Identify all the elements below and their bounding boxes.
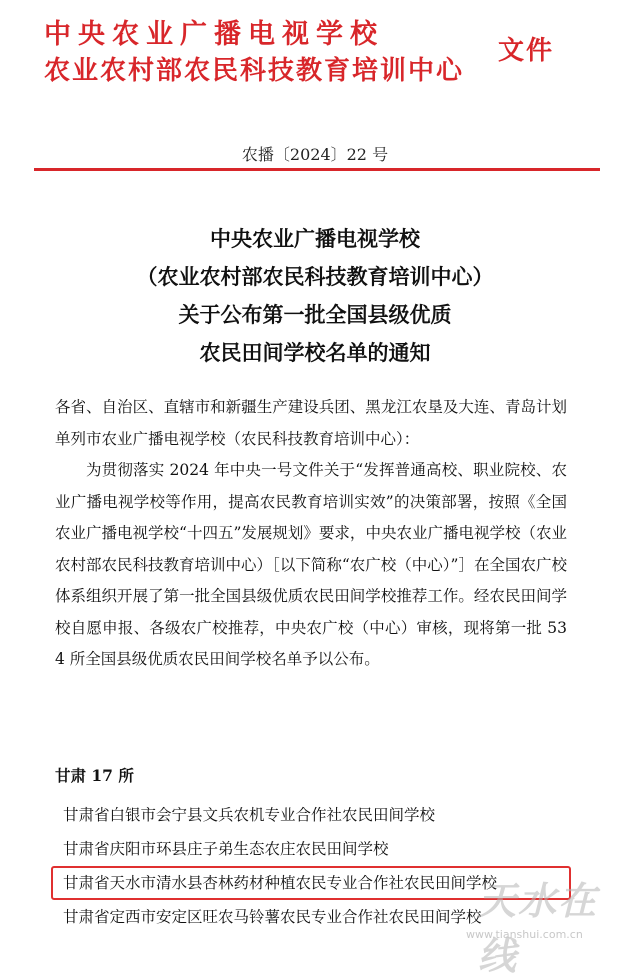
header-divider [34, 168, 600, 171]
document-header [0, 0, 630, 100]
list-item: 甘肃省白银市会宁县文兵农机专业合作社农民田间学校 [63, 806, 436, 824]
watermark-url: www.tianshui.com.cn [466, 928, 583, 941]
title-line-1: 中央农业广播电视学校 [210, 227, 420, 251]
body-paragraph: 为贯彻落实 2024 年中央一号文件关于“发挥普通高校、职业院校、农业广播电视学校等作用，提高农民教育培训实效”的决策部署，按照《全国农业广播电视学校“十四五”发展规划》要求，中央农业广播电视学校（农业农村部农民科技教育培训中心）［以下简称“农广校（中心）”］在全国农广校体系组织开展了第一批全国县级优质农民田间学校推荐工作。经农民田间学校自愿申报、各级农广校推荐，中央农广校（中心）审核，现将第一批 534 所全国县级优质农民田间学校名单予以公布。 [55, 461, 567, 668]
province-heading: 甘肃 17 所 [55, 766, 134, 785]
document-type-label: 文件 [498, 36, 555, 66]
title-line-4: 农民田间学校名单的通知 [199, 341, 431, 365]
title-line-2: （农业农村部农民科技教育培训中心） [136, 265, 494, 289]
document-title [0, 220, 630, 372]
document-number: 农播〔2024〕22 号 [241, 145, 389, 164]
list-item: 甘肃省庆阳市环县庄子弟生态农庄农民田间学校 [63, 840, 389, 858]
list-item: 甘肃省定西市安定区旺农马铃薯农民专业合作社农民田间学校 [63, 908, 482, 926]
addressees: 各省、自治区、直辖市和新疆生产建设兵团、黑龙江农垦及大连、青岛计划单列市农业广播电视学校（农民科技教育培训中心）： [55, 398, 567, 448]
org-name-line-2: 农业农村部农民科技教育培训中心 [44, 56, 465, 86]
org-name-line-1: 中央农业广播电视学校 [44, 19, 384, 50]
title-line-3: 关于公布第一批全国县级优质 [178, 303, 452, 327]
highlighted-school-name: 甘肃省天水市清水县杏林药材种植农民专业合作社农民田间学校 [63, 874, 498, 892]
watermark-logo: 天水在线 [478, 879, 599, 978]
document-body [55, 392, 567, 676]
